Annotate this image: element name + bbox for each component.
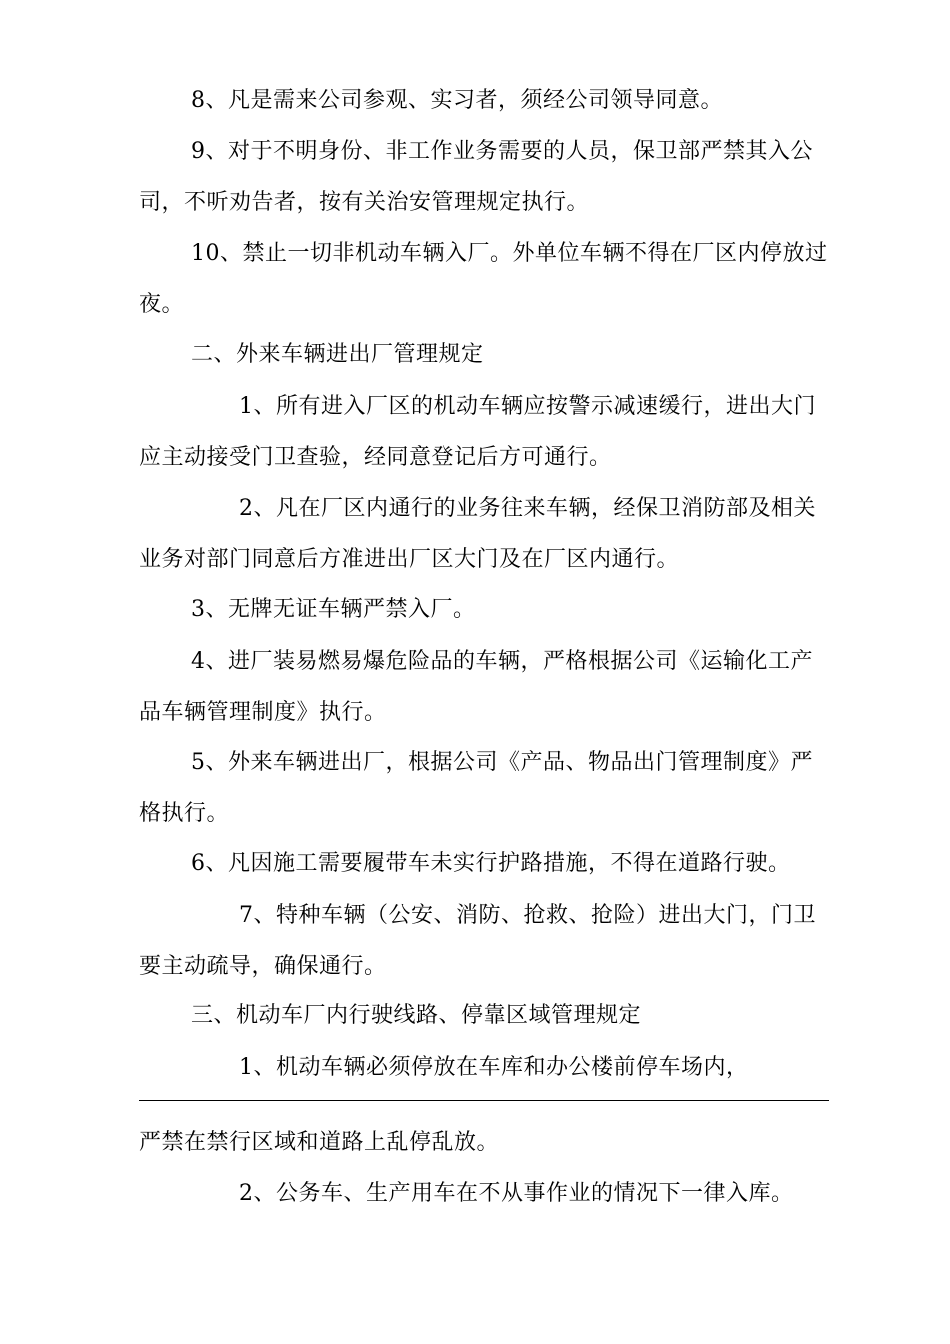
section3-item-1-line1: 1、机动车辆必须停放在车库和办公楼前停车场内， xyxy=(239,1055,749,1080)
section2-item-4: 4、进厂装易燃易爆危险品的车辆，严格根据公司《运输化工产品车辆管理制度》执行。 xyxy=(139,649,813,725)
section2-item-3: 3、无牌无证车辆严禁入厂。 xyxy=(191,597,476,622)
section2-item-7: 7、特种车辆（公安、消防、抢救、抢险）进出大门，门卫要主动疏导，确保通行。 xyxy=(139,903,816,979)
section2-item-2: 2、凡在厂区内通行的业务往来车辆，经保卫消防部及相关业务对部门同意后方准进出厂区大门及在厂区内通行。 xyxy=(139,496,816,572)
section2-item-6: 6、凡因施工需要履带车未实行护路措施，不得在道路行驶。 xyxy=(191,851,791,876)
section3-item-1-line2: 严禁在禁行区域和道路上乱停乱放。 xyxy=(139,1130,500,1155)
section-heading-3: 三、机动车厂内行驶线路、停靠区域管理规定 xyxy=(191,1003,642,1028)
section2-item-1: 1、所有进入厂区的机动车辆应按警示减速缓行，进出大门应主动接受门卫查验，经同意登记后方可通行。 xyxy=(139,394,816,470)
paragraph-item-10: 10、禁止一切非机动车辆入厂。外单位车辆不得在厂区内停放过夜。 xyxy=(139,241,828,317)
paragraph-item-9: 9、对于不明身份、非工作业务需要的人员，保卫部严禁其入公司，不听劝告者，按有关治安管理规定执行。 xyxy=(139,139,813,215)
paragraph-item-8: 8、凡是需来公司参观、实习者，须经公司领导同意。 xyxy=(191,88,723,113)
page-break-divider xyxy=(139,1100,829,1101)
section3-item-2: 2、公务车、生产用车在不从事作业的情况下一律入库。 xyxy=(239,1181,794,1206)
section-heading-2: 二、外来车辆进出厂管理规定 xyxy=(191,342,484,367)
section2-item-5: 5、外来车辆进出厂，根据公司《产品、物品出门管理制度》严格执行。 xyxy=(139,750,813,826)
